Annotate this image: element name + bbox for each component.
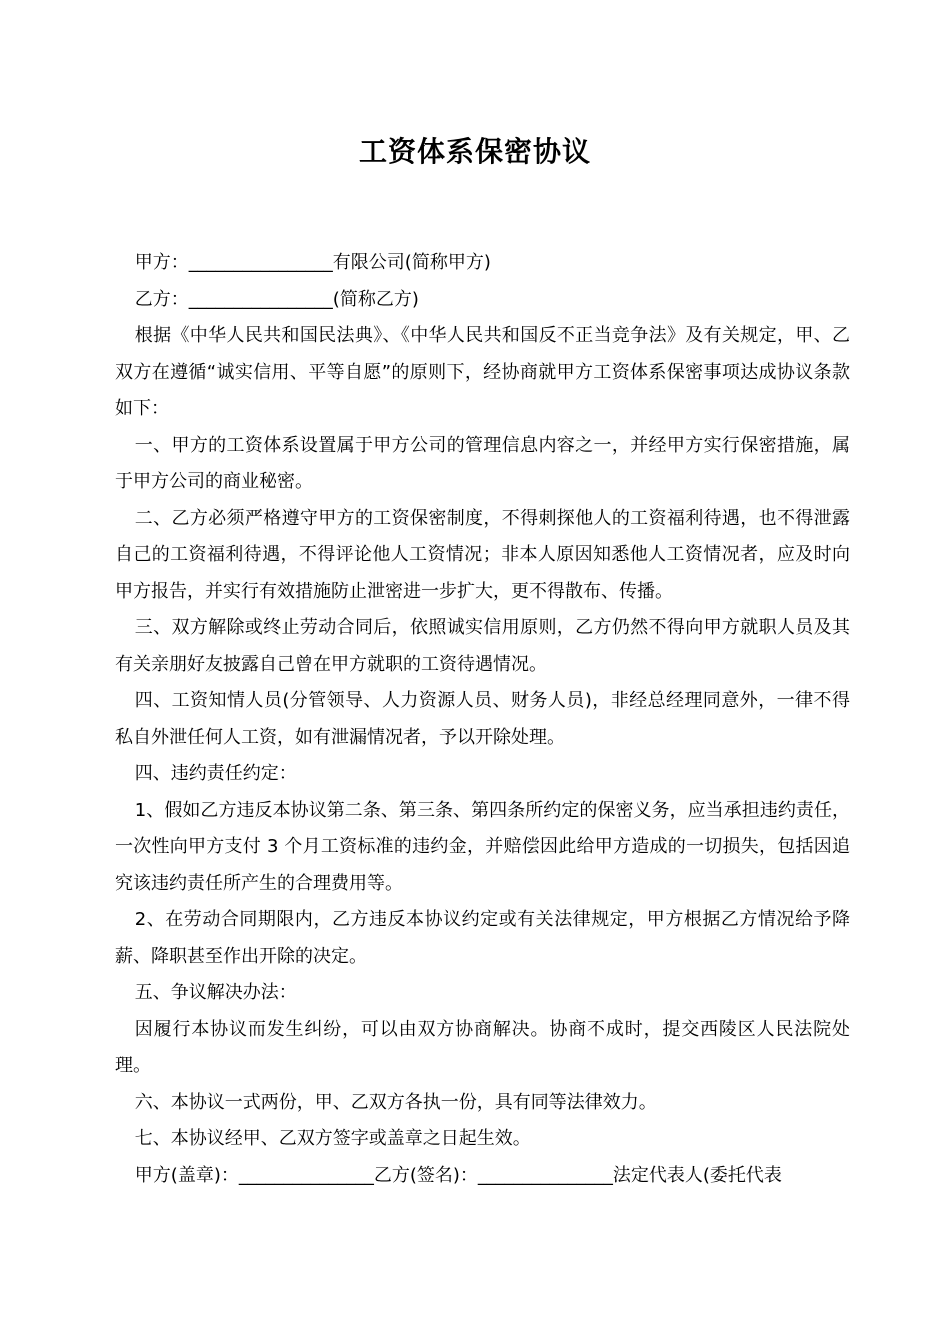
clause-7: 七、本协议经甲、乙双方签字或盖章之日起生效。: [134, 1128, 531, 1149]
dispute-paragraph: 因履行本协议而发生纠纷，可以由双方协商解决。协商不成时，提交西陵区人民法院处理。: [115, 1018, 850, 1076]
signature-line: 甲方(盖章)：_______________乙方(签名)：_______________法定代表人(委托代表: [134, 1164, 782, 1186]
section-liability-heading: 四、违约责任约定：: [134, 763, 297, 784]
clause-3: 三、双方解除或终止劳动合同后，依照诚实信用原则，乙方仍然不得向甲方就职人员及其有关亲朋好友披露自己曾在甲方就职的工资待遇情况。: [115, 617, 850, 675]
clause-1: 一、甲方的工资体系设置属于甲方公司的管理信息内容之一，并经甲方实行保密措施，属于甲方公司的商业秘密。: [115, 434, 850, 492]
document-body: [115, 245, 850, 1194]
clause-2: 二、乙方必须严格遵守甲方的工资保密制度，不得刺探他人的工资福利待遇，也不得泄露自己的工资福利待遇，不得评论他人工资情况；非本人原因知悉他人工资情况者，应及时向甲方报告，并实行有效措施防止泄密进一步扩大，更不得散布、传播。: [115, 507, 850, 602]
party-a-line: 甲方：________________有限公司(简称甲方): [134, 252, 491, 273]
section-dispute-heading: 五、争议解决办法：: [134, 982, 297, 1003]
liability-item-1: 1、假如乙方违反本协议第二条、第三条、第四条所约定的保密义务，应当承担违约责任，一次性向甲方支付 3 个月工资标准的违约金，并赔偿因此给甲方造成的一切损失，包括因追究该违约责任所产生的合理费用等。: [115, 799, 850, 894]
party-b-line: 乙方：________________(简称乙方): [134, 288, 419, 310]
clause-6: 六、本协议一式两份，甲、乙双方各执一份，具有同等法律效力。: [134, 1091, 657, 1113]
clause-4: 四、工资知情人员(分管领导、人力资源人员、财务人员)，非经总经理同意外，一律不得私自外泄任何人工资，如有泄漏情况者，予以开除处理。: [115, 690, 850, 748]
intro-paragraph: 根据《中华人民共和国民法典》、《中华人民共和国反不正当竞争法》及有关规定，甲、乙双方在遵循“诚实信用、平等自愿”的原则下，经协商就甲方工资体系保密事项达成协议条款如下：: [115, 325, 850, 419]
liability-item-2: 2、在劳动合同期限内，乙方违反本协议约定或有关法律规定，甲方根据乙方情况给予降薪、降职甚至作出开除的决定。: [115, 909, 850, 967]
document-title: 工资体系保密协议: [358, 135, 591, 168]
